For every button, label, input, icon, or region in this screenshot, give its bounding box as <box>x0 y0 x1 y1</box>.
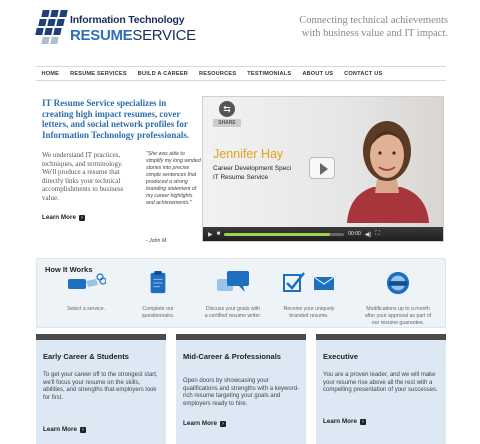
card-early-career <box>36 334 166 444</box>
intro-heading: IT Resume Service specializes in creating high impact resumes, cover letters, and social network profiles for Information Technology professionals. <box>42 98 190 140</box>
chat-bubbles-icon <box>217 271 249 295</box>
mid-career-learn-more-link[interactable]: Learn More › <box>183 420 226 427</box>
stop-icon[interactable]: ■ <box>216 231 221 237</box>
site-logo[interactable] <box>36 8 196 54</box>
step-receive-resume: Receive your uniquely branded resume. <box>273 271 345 320</box>
arrow-right-icon: › <box>220 421 226 427</box>
volume-icon[interactable]: ◀) <box>364 231 372 238</box>
executive-learn-more-link[interactable]: Learn More › <box>323 418 366 425</box>
video-speaker-name: Jennifer Hay <box>213 147 284 161</box>
play-button[interactable] <box>309 157 335 179</box>
arrow-right-icon: › <box>80 427 86 433</box>
step-select-service: Select a service. <box>51 271 121 313</box>
share-button[interactable]: ⇆ SHARE <box>213 101 241 127</box>
card-title: Mid-Career & Professionals <box>183 352 281 361</box>
logo-grid-icon <box>36 10 72 50</box>
tagline: Connecting technical achievements with business value and IT impact. <box>299 15 448 39</box>
card-body: To get your career off to the strongest start, we'll focus your resume on the skills, abilities, and strengths that employers look for first. <box>43 372 158 401</box>
card-mid-career <box>176 334 306 444</box>
checkbox-envelope-icon <box>282 271 336 295</box>
testimonial-quote: "She was able to simplify my long winded stories into precise simple sentences that produced a strong branding statement of my career highlights and achievements." <box>146 151 201 206</box>
logo-text-bottom: RESUMESERVICE <box>70 27 196 44</box>
site-header <box>0 0 480 62</box>
card-body: You are a proven leader, and we will make your resume rise above all the rest with a compelling presentation of your successes. <box>323 372 438 394</box>
nav-testimonials[interactable]: TESTIMONIALS <box>247 70 292 77</box>
nav-build-a-career[interactable]: BUILD A CAREER <box>137 70 189 77</box>
step-questionnaire: Complete our questionnaire. <box>123 271 193 320</box>
fullscreen-icon[interactable]: ⛶ <box>375 230 380 237</box>
handshake-icon <box>66 271 106 295</box>
play-icon[interactable]: ▶ <box>208 231 213 238</box>
card-body: Open doors by showcasing your qualifications and strengths with a keyword-rich resume targeting your goals and employers ready to hire. <box>183 378 300 407</box>
intro-learn-more-link[interactable]: Learn More › <box>42 214 85 221</box>
intro-body: We understand IT practices, techniques, and terminology. We'll produce a resume that directly links your technical accomplishments to business value. <box>42 151 124 202</box>
step-guarantee: Modifications up to a month after your approval as part of our resume guarantee. <box>353 271 443 326</box>
card-executive <box>316 334 446 444</box>
nav-about-us[interactable]: ABOUT US <box>302 70 334 77</box>
card-title: Early Career & Students <box>43 352 129 361</box>
video-controls <box>203 227 444 241</box>
step-discuss-goals: Discuss your goals with a certified resume writer. <box>193 271 273 320</box>
nav-resume-services[interactable]: RESUME SERVICES <box>70 70 127 77</box>
logo-text-top: Information Technology <box>70 14 185 26</box>
how-it-works-panel <box>36 258 446 328</box>
arrow-right-icon: › <box>79 215 85 221</box>
video-player[interactable] <box>202 96 444 242</box>
nav-resources[interactable]: RESOURCES <box>199 70 237 77</box>
share-icon: ⇆ <box>219 101 235 117</box>
nav-home[interactable]: HOME <box>41 70 60 77</box>
early-career-learn-more-link[interactable]: Learn More › <box>43 426 86 433</box>
how-it-works-title: How It Works <box>45 265 93 274</box>
clipboard-icon <box>146 271 170 295</box>
speaker-portrait-image <box>337 103 437 223</box>
video-speaker-role: Career Development Speci IT Resume Service <box>213 165 292 181</box>
video-progress-bar[interactable] <box>224 233 344 236</box>
testimonial-author: - John M. <box>146 238 168 244</box>
nav-contact-us[interactable]: CONTACT US <box>344 70 383 77</box>
video-time: 00:00 <box>348 231 361 237</box>
guarantee-seal-icon <box>385 271 411 295</box>
card-title: Executive <box>323 352 359 361</box>
arrow-right-icon: › <box>360 419 366 425</box>
main-nav <box>36 66 446 81</box>
